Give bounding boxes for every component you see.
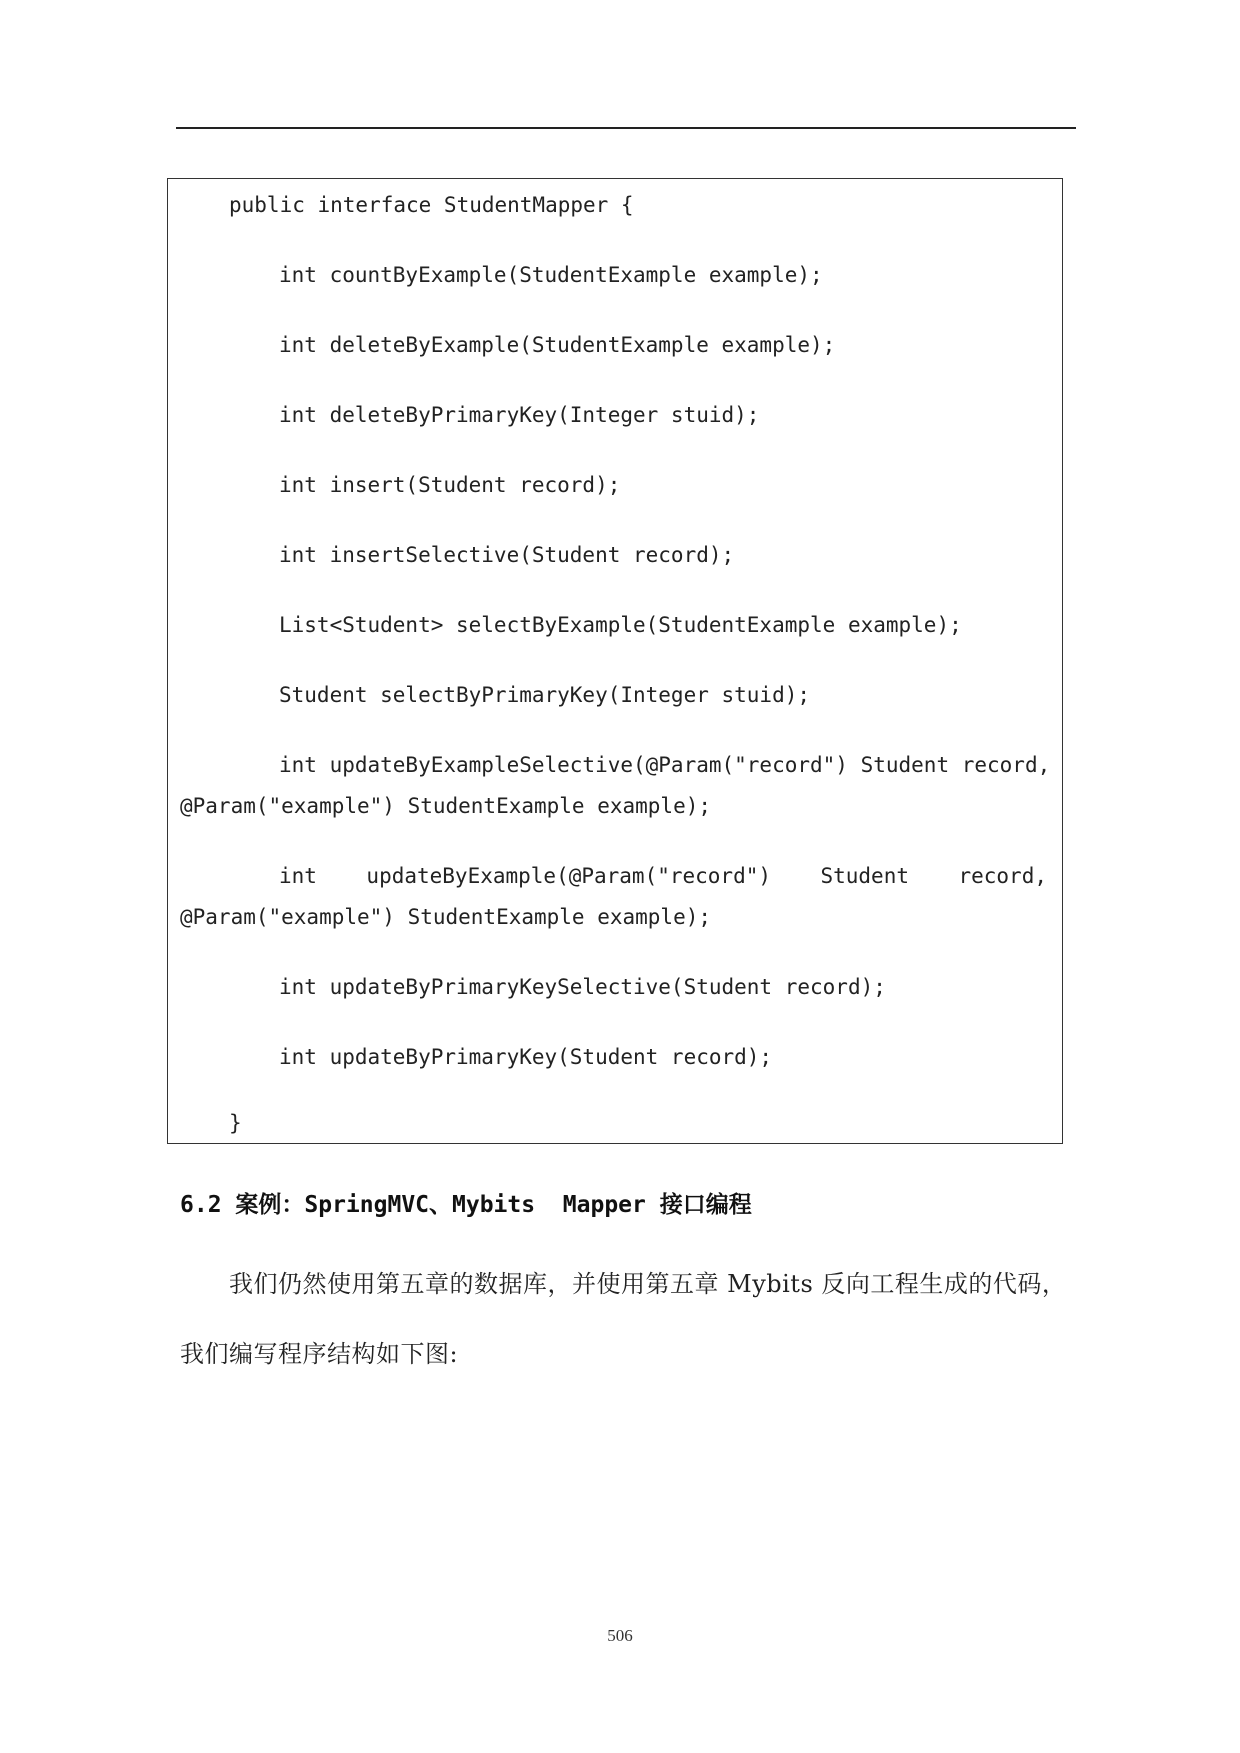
code-line-interface: public interface StudentMapper { <box>229 193 634 217</box>
body-paragraph-line-1: 我们仍然使用第五章的数据库，并使用第五章 Mybits 反向工程生成的代码， <box>229 1270 1067 1298</box>
code-line-select-by-primary-key: Student selectByPrimaryKey(Integer stuid); <box>279 683 811 707</box>
page-number: 506 <box>607 1626 633 1645</box>
code-line-update-by-primary-key: int updateByPrimaryKey(Student record); <box>279 1045 773 1069</box>
code-block <box>167 178 1063 1144</box>
code-line-close-brace: } <box>229 1111 242 1135</box>
code-token: int <box>279 864 317 888</box>
code-line-update-by-example <box>279 864 1047 888</box>
code-line-update-by-example-cont: @Param("example") StudentExample example); <box>180 905 712 929</box>
code-token: Student <box>820 864 909 888</box>
code-line-insert: int insert(Student record); <box>279 473 621 497</box>
code-line-delete-by-primary-key: int deleteByPrimaryKey(Integer stuid); <box>279 403 760 427</box>
section-heading: 6.2 案例：SpringMVC、Mybits Mapper 接口编程 <box>180 1192 752 1218</box>
code-line-select-by-example: List<Student> selectByExample(StudentExample example); <box>279 613 962 637</box>
code-line-delete-by-example: int deleteByExample(StudentExample example); <box>279 333 836 357</box>
code-line-update-by-example-selective-cont: @Param("example") StudentExample example); <box>180 794 712 818</box>
code-token: updateByExample(@Param("record") <box>366 864 771 888</box>
header-rule <box>176 127 1076 129</box>
code-line-update-by-primary-key-selective: int updateByPrimaryKeySelective(Student record); <box>279 975 886 999</box>
code-line-insert-selective: int insertSelective(Student record); <box>279 543 735 567</box>
code-token: record, <box>958 864 1047 888</box>
code-line-count-by-example: int countByExample(StudentExample example); <box>279 263 823 287</box>
code-line-update-by-example-selective: int updateByExampleSelective(@Param("record") Student record, <box>279 753 1051 777</box>
body-paragraph-line-2: 我们编写程序结构如下图: <box>180 1340 459 1368</box>
